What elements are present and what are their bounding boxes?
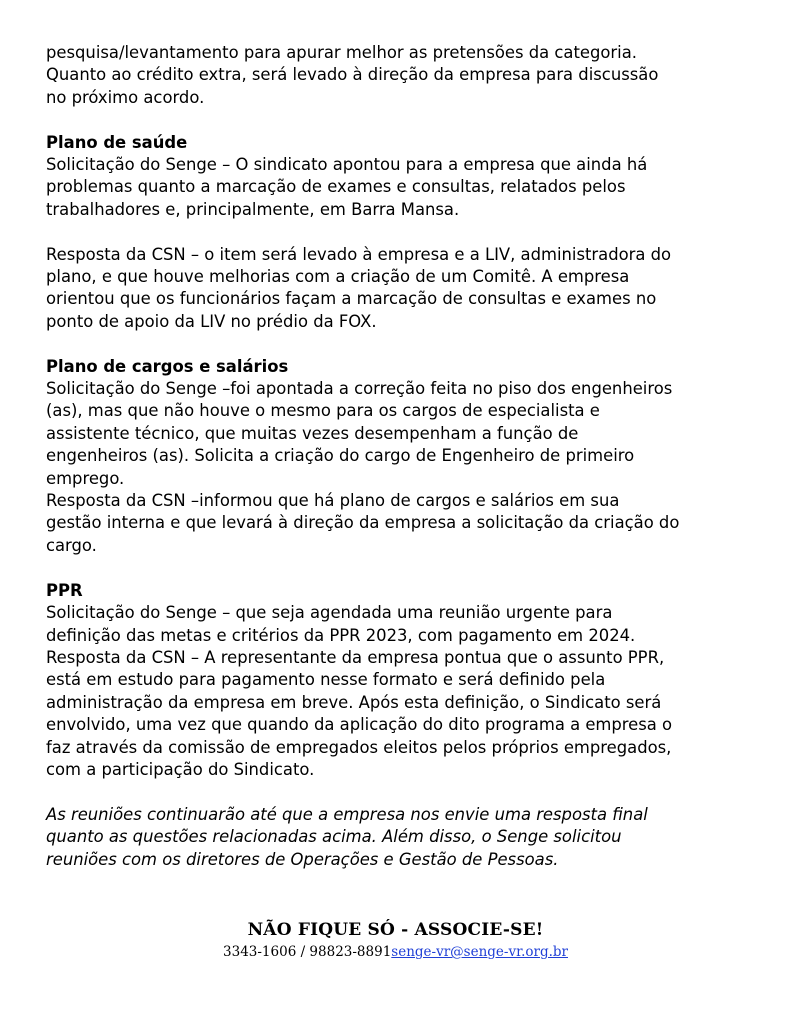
document-body: [46, 42, 758, 871]
email-link[interactable]: senge-vr@senge-vr.org.br: [391, 944, 568, 960]
section-heading: Plano de cargos e salários: [46, 356, 289, 376]
section-paragraph: Solicitação do Senge – O sindicato apontou para a empresa que ainda há problemas quanto a marcação de exames e consultas, relatados pelos trabalhadores e, principalmente, em Barra Mansa.: [46, 155, 648, 219]
footer-slogan: NÃO FIQUE SÓ - ASSOCIE-SE!: [247, 920, 544, 940]
section-heading: PPR: [46, 580, 83, 600]
intro-paragraph: pesquisa/levantamento para apurar melhor as pretensões da categoria. Quanto ao crédito extra, será levado à direção da empresa para discussão no próximo acordo.: [46, 43, 659, 107]
section-paragraph: Solicitação do Senge –foi apontada a correção feita no piso dos engenheiros (as), mas que não houve o mesmo para os cargos de especialista e assistente técnico, que muitas vezes desempenham a função de engenheiros (as). Solicita a criação do cargo de Engenheiro de primeiro emprego. Resposta da CSN –informou que há plano de cargos e salários em sua gestão interna e que levará à direção da empresa a solicitação da criação do cargo.: [46, 379, 680, 555]
section-paragraph: Resposta da CSN – o item será levado à empresa e a LIV, administradora do plano, e que houve melhorias com a criação de um Comitê. A empresa orientou que os funcionários façam a marcação de consultas e exames no ponto de apoio da LIV no prédio da FOX.: [46, 244, 672, 331]
section-ppr: [46, 580, 758, 782]
section-plano-de-saude: [46, 132, 758, 334]
section-plano-de-cargos: [46, 356, 758, 558]
closing-paragraph: As reuniões continuarão até que a empresa nos envie uma resposta final quanto as questões relacionadas acima. Além disso, o Senge solicitou reuniões com os diretores de Operações e Gestão de Pessoas.: [46, 804, 648, 869]
section-paragraph: Solicitação do Senge – que seja agendada uma reunião urgente para definição das metas e critérios da PPR 2023, com pagamento em 2024. Resposta da CSN – A representante da empresa pontua que o assunto PPR, está em estudo para pagamento nesse formato e será definido pela administração da empresa em breve. Após esta definição, o Sindicato será envolvido, uma vez que quando da aplicação do dito programa a empresa o faz através da comissão de empregados eleitos pelos próprios empregados, com a participação do Sindicato.: [46, 603, 673, 779]
footer-phones: 3343-1606 / 98823-8891: [223, 944, 392, 960]
footer-contact: [0, 942, 791, 962]
footer: [0, 918, 791, 962]
section-heading: Plano de saúde: [46, 132, 188, 152]
